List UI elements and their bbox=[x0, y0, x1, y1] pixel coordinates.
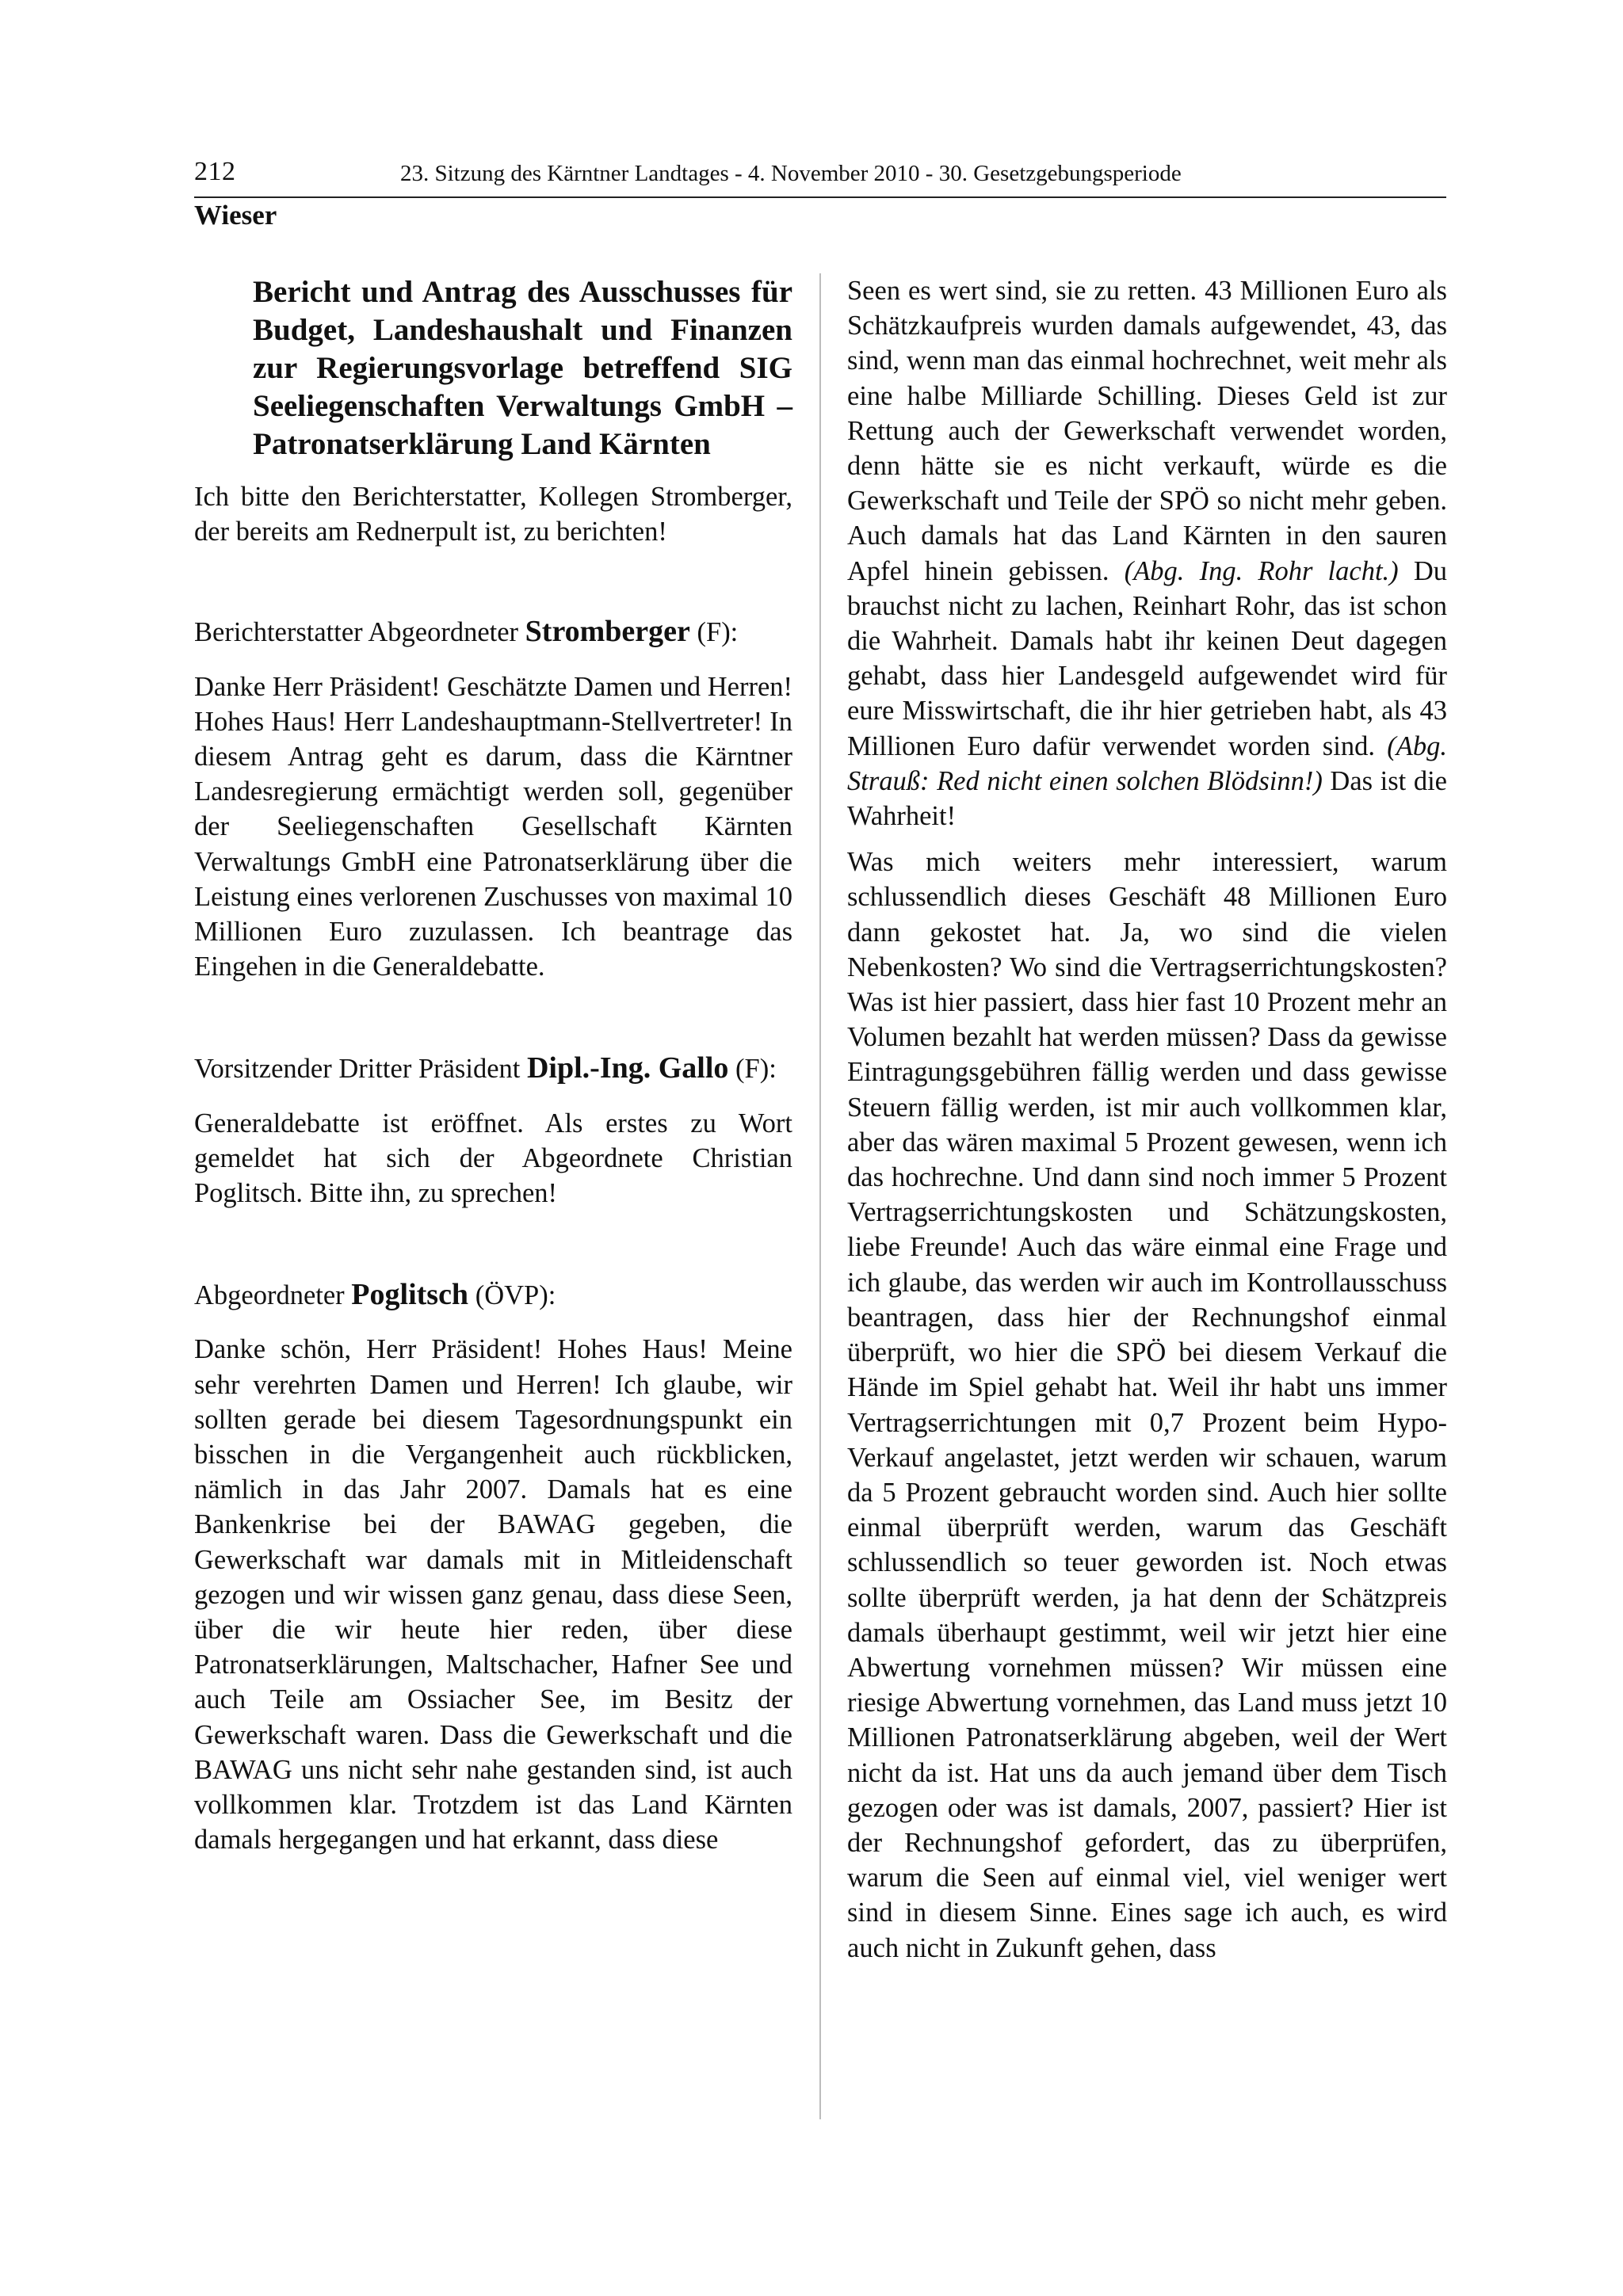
speaker-role: Vorsitzender Dritter Präsident bbox=[194, 1054, 527, 1085]
left-column bbox=[194, 273, 792, 1869]
agenda-title: Bericht und Antrag des Ausschusses für Budget, Landeshaushalt und Finanzen zur Regierungsvorlage betreffend SIG Seeliegenschaften Verwaltungs GmbH – Patronatserklärung Land Kärnten bbox=[253, 275, 792, 461]
speaker-tag: Wieser bbox=[194, 200, 277, 231]
speaker-party: (F): bbox=[689, 617, 739, 648]
intro-paragraph: Ich bitte den Berichterstatter, Kollegen Stromberger, der bereits am Rednerpult ist, zu berichten! bbox=[194, 482, 792, 547]
right-paragraph-1 bbox=[847, 273, 1447, 833]
header-rule bbox=[194, 196, 1446, 198]
right-paragraph-2: Was mich weiters mehr interessiert, warum schlussendlich dieses Geschäft 48 Millionen Euro dann gekostet hat. Ja, wo sind die vielen Nebenkosten? Wo sind die Vertragserrichtungskosten? Was ist hier passiert, dass hier fast 10 Prozent mehr an Volumen bezahlt hat werden müssen? Dass da gewisse Eintragungsgebühren fällig werden und dass gewisse Steuern fällig werden, ist mir auch vollkommen klar, aber das wären maximal 5 Prozent gewesen, wenn ich das hochrechne. Und dann sind noch immer 5 Prozent Vertragserrichtungskosten und Schätzungskosten, liebe Freunde! Auch das wäre einmal eine Frage und ich glaube, das werden wir auch im Kontrollausschuss beantragen, dass hier der Rechnungshof einmal überprüft, wo hier die SPÖ bei diesem Verkauf die Hände im Spiel gehabt hat. Weil ihr habt uns immer Vertragserrichtungen mit 0,7 Prozent beim Hypo-Verkauf angelastet, jetzt werden wir schauen, warum da 5 Prozent gebraucht worden sind. Auch hier sollte einmal überprüft werden, warum das Geschäft schlussendlich so teuer geworden ist. Noch etwas sollte überprüft werden, ja hat denn der Schätzpreis damals überhaupt gestimmt, weil wir jetzt hier eine Abwertung vornehmen müssen? Wir müssen eine riesige Abwertung vornehmen, das Land muss jetzt 10 Millionen Patronatserklärung abgeben, weil der Wert nicht da ist. Hat uns da auch jemand über dem Tisch gezogen oder was ist damals, 2007, passiert? Hier ist der Rechnungshof gefordert, das zu überprüfen, warum die Seen auf einmal viel, viel weniger wert sind in diesem Sinne. Eines sage ich auch, es wird auch nicht in Zukunft gehen, dass bbox=[847, 847, 1447, 1963]
text-run: Du brauchst nicht zu lachen, Reinhart Rohr, das ist schon die Wahrheit. Damals habt ihr keinen Deut dagegen gehabt, dass hier Landesgeld aufgewendet wird für eure Misswirtschaft, die ihr hier getrieben habt, als 43 Millionen Euro dafür verwendet worden sind. bbox=[847, 555, 1447, 761]
speaker-heading-stromberger bbox=[194, 614, 792, 650]
column-divider bbox=[819, 273, 821, 2119]
interjection: (Abg. Ing. Rohr lacht.) bbox=[1124, 555, 1399, 586]
stromberger-paragraph: Danke Herr Präsident! Geschätzte Damen und Herren! Hohes Haus! Herr Landeshauptmann-Stellvertreter! In diesem Antrag geht es darum, dass die Kärntner Landesregierung ermächtigt werden soll, gegenüber der Seeliegenschaften Gesellschaft Kärnten Verwaltungs GmbH eine Patronatserklärung über die Leistung eines verlorenen Zuschusses von maximal 10 Millionen Euro zuzulassen. Ich beantrage das Eingehen in die Generaldebatte. bbox=[194, 671, 792, 982]
speaker-name: Stromberger bbox=[525, 615, 690, 649]
running-header: 23. Sitzung des Kärntner Landtages - 4. November 2010 - 30. Gesetzgebungsperiode bbox=[400, 161, 1182, 186]
text-run: Das ist die Wahrheit! bbox=[847, 765, 1447, 832]
gallo-paragraph: Generaldebatte ist eröffnet. Als erstes zu Wort gemeldet hat sich der Abgeordnete Christian Poglitsch. Bitte ihn, zu sprechen! bbox=[194, 1108, 792, 1209]
page-number: 212 bbox=[194, 157, 236, 186]
interjection: (Abg. Strauß: Red nicht einen solchen Blödsinn!) bbox=[847, 730, 1447, 796]
right-column bbox=[847, 273, 1447, 1977]
poglitsch-paragraph: Danke schön, Herr Präsident! Hohes Haus! Meine sehr verehrten Damen und Herren! Ich glaube, wir sollten gerade bei diesem Tagesordnungspunkt ein bisschen in die Vergangenheit auch rückblicken, nämlich in das Jahr 2007. Damals hat es eine Bankenkrise bei der BAWAG gegeben, die Gewerkschaft war damals mit in Mitleidenschaft gezogen und wir wissen ganz genau, dass diese Seen, über die wir heute hier reden, über diese Patronatserklärungen, Maltschacher, Hafner See und auch Teile am Ossiacher See, im Besitz der Gewerkschaft waren. Dass die Gewerkschaft und die BAWAG uns nicht sehr nahe gestanden sind, ist auch vollkommen klar. Trotzdem ist das Land Kärnten damals hergegangen und hat erkannt, dass diese bbox=[194, 1334, 792, 1855]
speaker-heading-gallo bbox=[194, 1051, 792, 1086]
speaker-party: (F): bbox=[728, 1054, 777, 1085]
speaker-heading-poglitsch bbox=[194, 1277, 792, 1313]
speaker-name: Dipl.-Ing. Gallo bbox=[526, 1051, 729, 1085]
speaker-name: Poglitsch bbox=[351, 1278, 469, 1312]
speaker-role: Berichterstatter Abgeordneter bbox=[194, 617, 525, 648]
speaker-role: Abgeordneter bbox=[194, 1280, 352, 1311]
speaker-party: (ÖVP): bbox=[468, 1280, 556, 1311]
text-run: Seen es wert sind, sie zu retten. 43 Millionen Euro als Schätzkaufpreis wurden damals aufgewendet, 43, das sind, wenn man das einmal hochrechnet, weit mehr als eine halbe Milliarde Schilling. Dieses Geld ist zur Rettung auch der Gewerkschaft verwendet worden, denn hätte sie es nicht verkauft, würde es die Gewerkschaft und Teile der SPÖ so nicht mehr geben. Auch damals hat das Land Kärnten in den sauren Apfel hinein gebissen. bbox=[847, 276, 1447, 586]
